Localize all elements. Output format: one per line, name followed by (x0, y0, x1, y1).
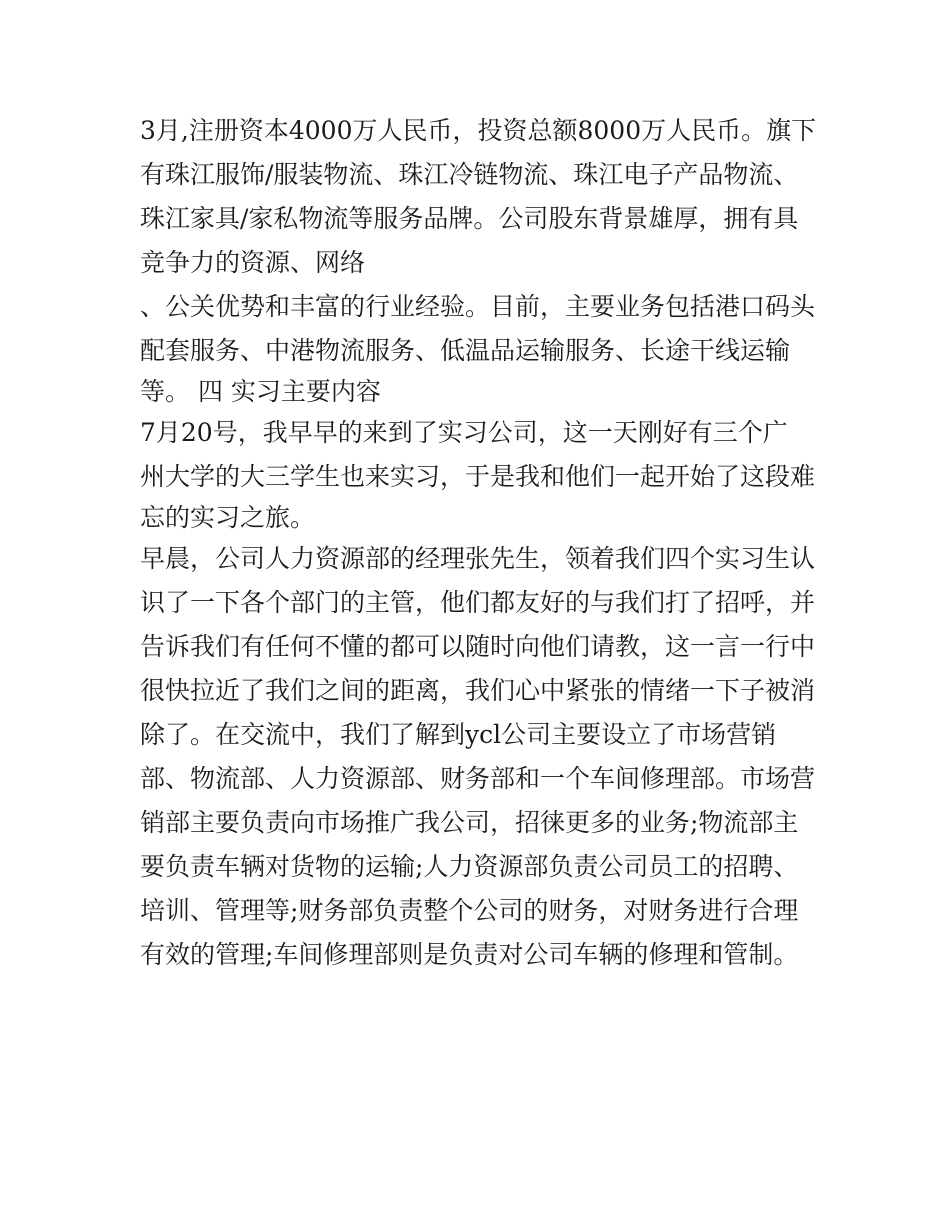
text-line: 、公关优势和丰富的行业经验。目前，主要业务包括港口码头 (140, 292, 816, 321)
text-line: 7月20号，我早早的来到了实习公司，这一天刚好有三个广 (140, 418, 788, 447)
text-line: 珠江家具/家私物流等服务品牌。公司股东背景雄厚，拥有具 (140, 204, 799, 233)
text-line: 竞争力的资源、网络 (140, 248, 366, 277)
text-line: 配套服务、中港物流服务、低温品运输服务、长途干线运输 (140, 336, 791, 365)
text-line: 有效的管理;车间修理部则是负责对公司车辆的修理和管制。 (140, 940, 799, 969)
body-text (140, 109, 820, 977)
text-line: 很快拉近了我们之间的距离，我们心中紧张的情绪一下子被消 (140, 676, 816, 705)
text-line: 培训、管理等;财务部负责整个公司的财务，对财务进行合理 (140, 896, 799, 925)
text-line: 忘的实习之旅。 (140, 503, 316, 532)
text-line: 部、物流部、人力资源部、财务部和一个车间修理部。市场营 (140, 764, 816, 793)
text-line: 销部主要负责向市场推广我公司，招徕更多的业务;物流部主 (140, 808, 799, 837)
text-line: 早晨，公司人力资源部的经理张先生，领着我们四个实习生认 (140, 544, 816, 573)
text-line: 告诉我们有任何不懂的都可以随时向他们请教，这一言一行中 (140, 632, 816, 661)
text-line: 除了。在交流中，我们了解到ycl公司主要设立了市场营销 (140, 720, 777, 749)
text-line: 州大学的大三学生也来实习，于是我和他们一起开始了这段难 (140, 462, 816, 491)
text-line: 要负责车辆对货物的运输;人力资源部负责公司员工的招聘、 (140, 852, 799, 881)
text-line: 识了一下各个部门的主管，他们都友好的与我们打了招呼，并 (140, 588, 816, 617)
text-line: 有珠江服饰/服装物流、珠江冷链物流、珠江电子产品物流、 (140, 160, 799, 189)
section-heading-line: 等。 四 实习主要内容 (140, 377, 381, 406)
text-line: 3月,注册资本4000万人民币，投资总额8000万人民币。旗下 (140, 116, 817, 145)
